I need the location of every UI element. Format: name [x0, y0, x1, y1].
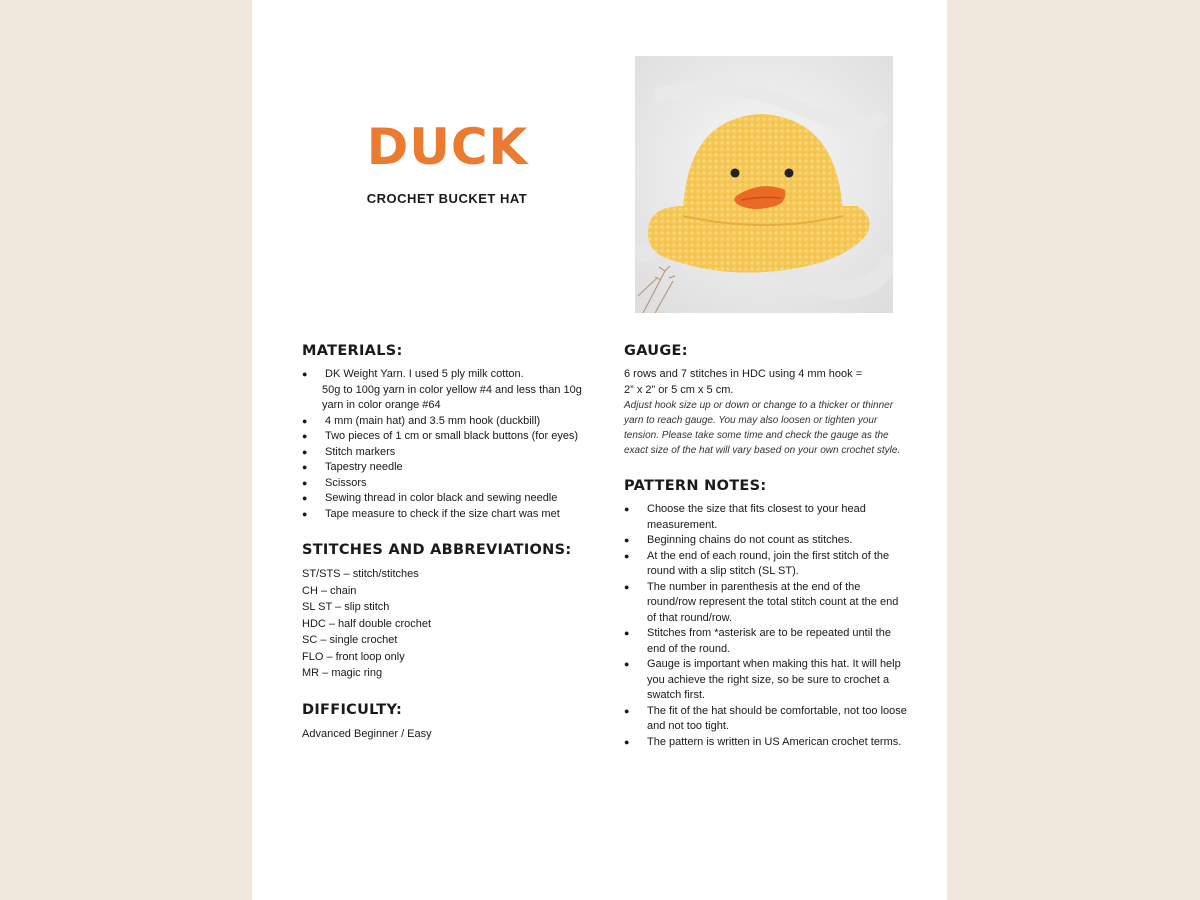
list-item [302, 460, 592, 476]
duck-hat-photo [635, 56, 893, 313]
difficulty-section [302, 702, 592, 743]
list-item [302, 476, 592, 492]
left-column [302, 343, 592, 762]
material-label: Two pieces of 1 cm or small black buttons (for eyes) [325, 430, 579, 442]
list-item [302, 429, 592, 445]
stitches-section [302, 542, 592, 682]
abbreviation-line: MR – magic ring [302, 667, 383, 679]
material-label: Scissors [325, 476, 367, 489]
list-item: ● Beginning chains do not count as stitches. [624, 533, 909, 549]
list-item: ● Gauge is important when making this hat. It will help you achieve the right size, so be sure to crochet a swatch first. [624, 657, 909, 704]
abbreviation-line: SC – single crochet [302, 634, 398, 646]
materials-list [302, 367, 592, 522]
material-label: Tapestry needle [325, 461, 403, 473]
difficulty-heading: DIFFICULTY: [302, 701, 403, 718]
list-item: ● Choose the size that fits closest to your head measurement. [624, 502, 909, 533]
pattern-page [252, 0, 947, 900]
abbreviation-line: SL ST – slip stitch [302, 601, 390, 613]
list-item: ● The pattern is written in US American crochet terms. [624, 735, 909, 751]
material-label: Sewing thread in color black and sewing needle [325, 492, 558, 504]
abbreviation-line: HDC – half double crochet [302, 617, 432, 630]
pattern-notes-list [624, 502, 909, 750]
list-item: ● The fit of the hat should be comfortable, not too loose and not too tight. [624, 704, 909, 735]
abbreviation-line: CH – chain [302, 584, 357, 597]
abbreviation-line: ST/STS – stitch/stitches [302, 568, 419, 580]
gauge-heading: GAUGE: [624, 343, 688, 359]
gauge-note: Adjust hook size up or down or change to a thicker or thinner yarn to reach gauge. You may also loosen or tighten your tension. Please take some time and check the gauge as the exact size of the hat will vary based on your own crochet style. [624, 400, 901, 456]
gauge-line-1: 6 rows and 7 stitches in HDC using 4 mm hook = [624, 368, 863, 380]
list-item: ● Stitches from *asterisk are to be repeated until the end of the round. [624, 626, 909, 657]
materials-section [302, 343, 592, 522]
right-column [624, 343, 909, 770]
list-item [302, 367, 592, 414]
list-item: ● At the end of each round, join the first stitch of the round with a slip stitch (SL ST). [624, 549, 909, 580]
list-item: ● The number in parenthesis at the end of the round/row represent the total stitch count at the end of that round/row. [624, 580, 909, 627]
material-label: Tape measure to check if the size chart was met [325, 507, 560, 520]
gauge-line-2: 2” x 2” or 5 cm x 5 cm. [624, 383, 734, 396]
pattern-notes-heading: PATTERN NOTES: [624, 478, 767, 494]
material-label: DK Weight Yarn. I used 5 ply milk cotton. [325, 368, 524, 380]
material-label: Stitch markers [325, 445, 396, 458]
material-detail: 50g to 100g yarn in color yellow #4 and less than 10g yarn in color orange #64 [322, 383, 582, 411]
materials-heading: MATERIALS: [302, 343, 403, 359]
page-subtitle: CROCHET BUCKET HAT [366, 191, 528, 206]
gauge-section [624, 343, 909, 458]
material-label: 4 mm (main hat) and 3.5 mm hook (duckbill) [325, 414, 541, 427]
difficulty-value: Advanced Beginner / Easy [302, 727, 432, 740]
abbreviation-line: FLO – front loop only [302, 650, 405, 663]
list-item [302, 507, 592, 523]
list-item [302, 414, 592, 430]
list-item [302, 491, 592, 507]
stitches-heading: STITCHES AND ABBREVIATIONS: [302, 542, 572, 558]
list-item [302, 445, 592, 461]
page-title: DUCK [366, 118, 529, 176]
pattern-notes-section [624, 478, 909, 750]
